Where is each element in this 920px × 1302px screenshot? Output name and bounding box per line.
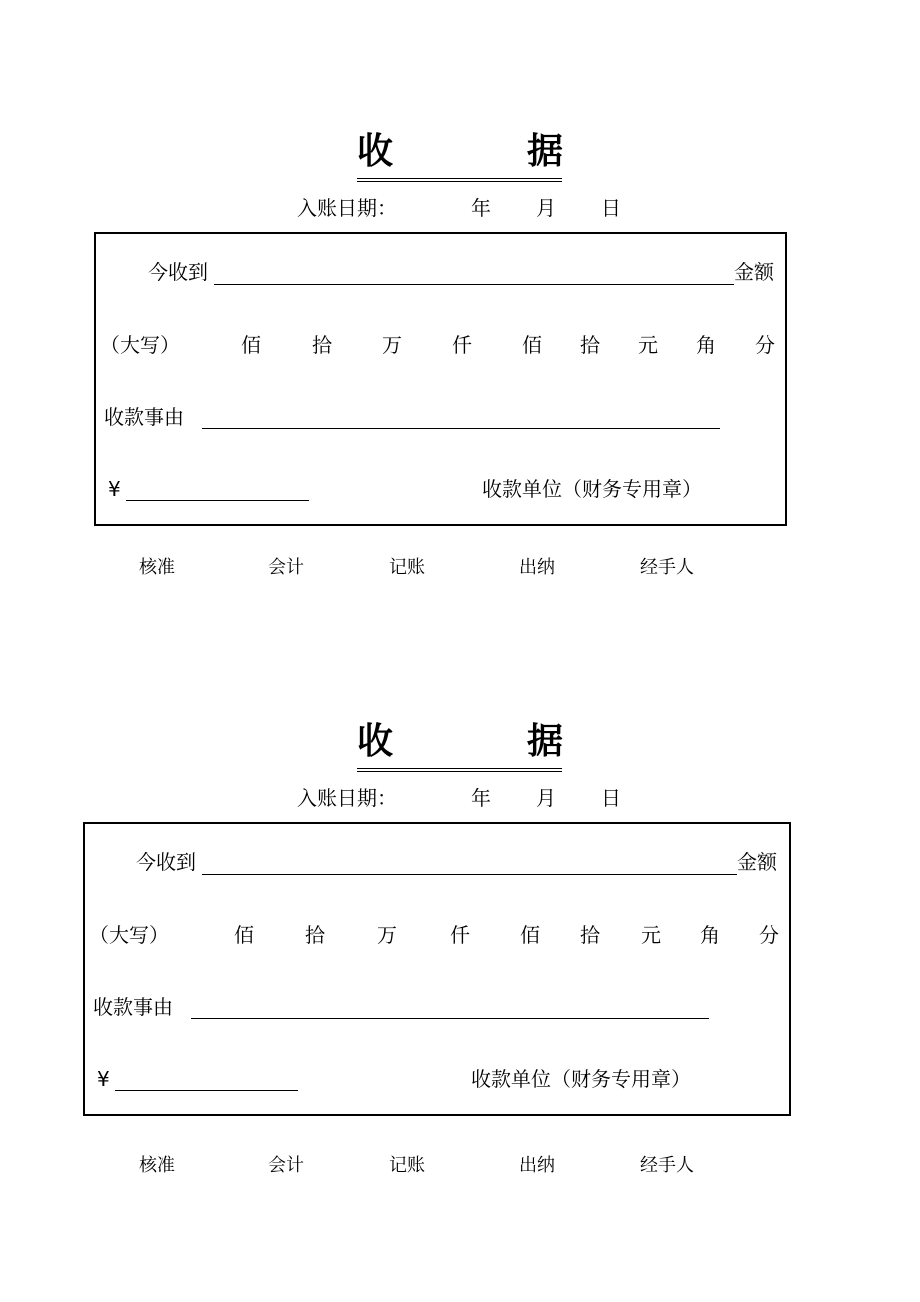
unit-fen: 分: [755, 333, 775, 357]
unit-wan: 万: [377, 923, 397, 947]
capital-label: （大写）: [89, 923, 169, 947]
entry-date-label: 入账日期：: [297, 786, 397, 810]
unit-fen: 分: [759, 923, 779, 947]
payee-label: 收款单位（财务专用章）: [482, 477, 702, 501]
date-day-label: 日: [601, 196, 621, 220]
signature-bookkeeper: 记账: [389, 557, 425, 578]
unit-bai-1: 佰: [241, 333, 261, 357]
receipt-1: [0, 130, 920, 650]
receipt-title: [0, 720, 920, 780]
title-char-1: 收: [357, 131, 394, 172]
date-year-label: 年: [471, 196, 491, 220]
unit-shi-2: 拾: [580, 333, 600, 357]
amount-figure-line[interactable]: [126, 500, 309, 501]
unit-jiao: 角: [700, 923, 720, 947]
unit-qian: 仟: [452, 333, 472, 357]
unit-wan: 万: [382, 333, 402, 357]
yen-symbol: ¥: [108, 477, 121, 501]
title-double-underline: [357, 768, 562, 772]
entry-date-label: 入账日期：: [297, 196, 397, 220]
reason-label: 收款事由: [93, 995, 173, 1019]
capital-label: （大写）: [100, 333, 180, 357]
payee-label: 收款单位（财务专用章）: [471, 1067, 691, 1091]
signature-approve: 核准: [139, 1155, 175, 1176]
unit-shi-1: 拾: [312, 333, 332, 357]
reason-label: 收款事由: [104, 405, 184, 429]
unit-yuan: 元: [641, 923, 661, 947]
signature-handler: 经手人: [640, 557, 694, 578]
signature-accountant: 会计: [268, 557, 304, 578]
signature-approve: 核准: [139, 557, 175, 578]
title-char-2: 据: [527, 131, 564, 172]
date-month-label: 月: [536, 196, 556, 220]
unit-bai-2: 佰: [522, 333, 542, 357]
unit-qian: 仟: [450, 923, 470, 947]
receipt-title: [0, 130, 920, 190]
unit-shi-1: 拾: [305, 923, 325, 947]
unit-bai-2: 佰: [520, 923, 540, 947]
yen-symbol: ¥: [97, 1067, 110, 1091]
received-from-line[interactable]: [214, 284, 734, 285]
date-day-label: 日: [601, 786, 621, 810]
signature-handler: 经手人: [640, 1155, 694, 1176]
signature-bookkeeper: 记账: [389, 1155, 425, 1176]
received-from-label: 今收到: [148, 260, 208, 284]
receipt-box: [94, 232, 787, 526]
unit-bai-1: 佰: [234, 923, 254, 947]
amount-figure-line[interactable]: [115, 1090, 298, 1091]
signature-cashier: 出纳: [519, 1155, 555, 1176]
title-double-underline: [357, 178, 562, 182]
unit-yuan: 元: [638, 333, 658, 357]
unit-shi-2: 拾: [580, 923, 600, 947]
signature-cashier: 出纳: [519, 557, 555, 578]
date-month-label: 月: [536, 786, 556, 810]
receipt-box: [83, 822, 791, 1116]
received-from-line[interactable]: [202, 874, 737, 875]
reason-line[interactable]: [191, 1018, 709, 1019]
unit-jiao: 角: [696, 333, 716, 357]
reason-line[interactable]: [202, 428, 720, 429]
title-char-1: 收: [357, 721, 394, 762]
signature-accountant: 会计: [268, 1155, 304, 1176]
receipt-2: [0, 720, 920, 1240]
received-from-label: 今收到: [136, 850, 196, 874]
date-year-label: 年: [471, 786, 491, 810]
title-char-2: 据: [527, 721, 564, 762]
amount-label: 金额: [737, 850, 777, 874]
amount-label: 金额: [734, 260, 774, 284]
